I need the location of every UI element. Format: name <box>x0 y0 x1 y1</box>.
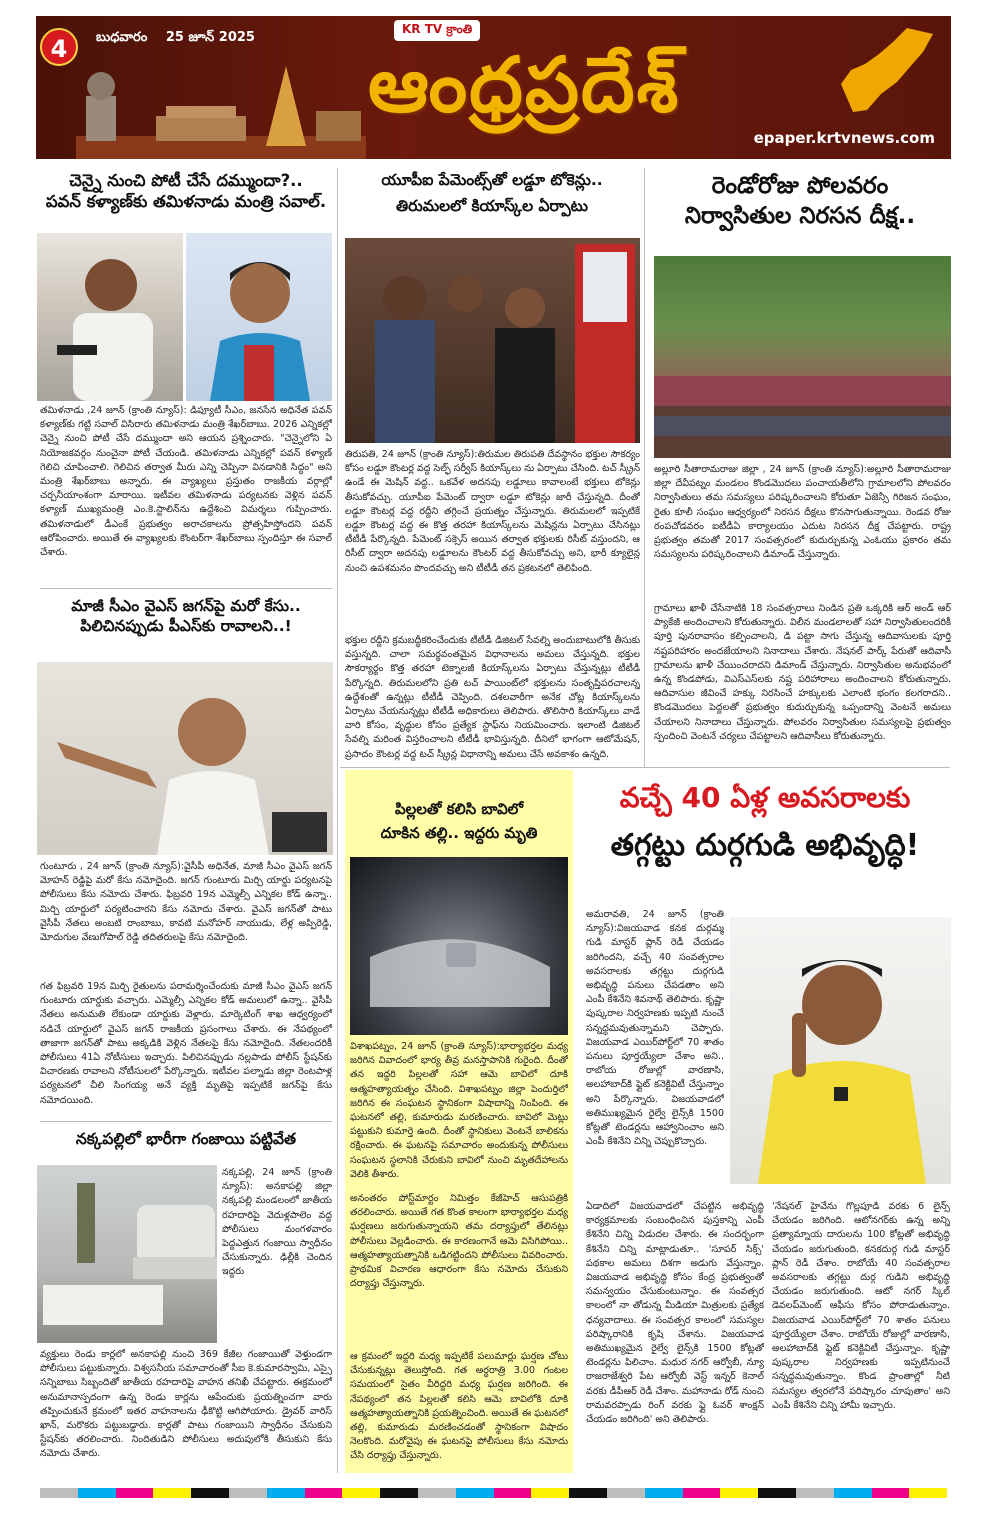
headline: చెన్నై నుంచి పోటీ చేసే దమ్ముందా?.. <box>69 171 303 190</box>
article-body: నక్కపల్లి, 24 జూన్ (క్రాంతి న్యూస్): అనకాపల్లి జిల్లా నక్కపల్లి మండలంలో జాతీయ రహదారిపై వెదుళ్లపాలెం వద్ద పోలీసులు మంగళవారం పెద్దఎత్తున గంజాయి స్వాధీనం చేసుకున్నారు. ఢిల్లీకి చెందిన ఇద్దరు <box>222 1167 332 1278</box>
headline: పవన్ కళ్యాణ్‌కు తమిళనాడు మంత్రి సవాల్. <box>45 192 327 212</box>
article-upi <box>343 170 641 216</box>
photo-jagan <box>37 662 333 855</box>
article-body: గుంటూరు , 24 జూన్ (క్రాంతి న్యూస్):వైసీపీ అధినేత, మాజీ సీఎం వైఎస్ జగన్ మోహన్ రెడ్డిపై మరో కేసు నమోదైంది. జగన్ గుంటూరు మిర్చి యార్డు పర్యటనపై పోలీసులు కేసు నమోదు చేశారు. ఫిబ్రవరి 19న ఎమ్మెల్సీ ఎన్నికల కోడ్ ఉన్నా.. మిర్చి యార్డులో పర్యటించారని కేసు నమోదు చేశారు. వైఎస్ జగన్‌తో పాటు వైసీపీ నేతలు అంబటి రాంబాబు, కావటి మనోహర్ నాయుడు, లేళ్ల అప్పిరెడ్డి, మోదుగుల వేణుగోపాల్ రెడ్డి తదితరులపై కేసు నమోదైంది. <box>40 861 332 944</box>
article-body: గత ఫిబ్రవరి 19న మిర్చి రైతులను పరామర్శించేందుకు మాజీ సీఎం వైఎస్ జగన్ గుంటూరు యార్డుకు వచ్చారు. ఎమ్మెల్సీ ఎన్నికల కోడ్ అమలులో ఉన్నా.. వైసీపీ నేతలు అనుమతి లేకుండా యార్డుకు వెళ్లారు. మార్కెటింగ్ శాఖ ఆధ్వర్యంలో నడిచే యార్డులో వైఎస్ జగన్ రాజకీయ ప్రసంగాలు చేశారు. ఈ నేపథ్యంలో తాజాగా జగన్‌తో పాటు అక్కడికి వెళ్లిన నేతలపై కేసు నమోదైంది. నేతలందరికీ పోలీసులు 41ఏ నోటీసులు ఇచ్చారు. పిలిచినప్పుడు నల్లపాడు పోలీస్ స్టేషన్‌కు విచారణకు రావాలని నోటీసులలో పేర్కొన్నారు. ఇటీవల పల్నాడు జిల్లా రెంటపాళ్ల పర్యటనలో చీలి సింగయ్య అనే వ్యక్తి మృతిపై ఇప్పటికే జగన్‌పై కేసు నమోదయింది. <box>40 981 332 1106</box>
article-body: అనంతరం పోస్ట్‌మార్టం నిమిత్తం కేజీహెచ్ ఆసుపత్రికి తరలించారు. అయితే గత కొంత కాలంగా భార్యాభర్తల మధ్య ఘర్షణలు జరుగుతున్నాయని తమ దర్యాప్తులో తేలినట్లు పోలీసులు వెల్లడించారు. ఈ కారణంగానే ఆమె విసిగిపోయి.. ఆత్మహత్యాయత్నానికి ఒడిగట్టిందని పోలీసులు వివరించారు. ప్రాథమిక విచారణ ఆధారంగా కేసు నమోదు చేసుకుని దర్యాప్తు చేస్తున్నారు. <box>350 1193 568 1290</box>
headline: వచ్చే 40 ఏళ్ల అవసరాలకు <box>619 781 911 814</box>
krtv-logo <box>394 20 480 41</box>
issue-date-value: 25 జూన్ 2025 <box>165 30 255 45</box>
photo-pawan <box>186 233 332 401</box>
monuments-illustration <box>76 56 366 159</box>
column-rule <box>644 168 645 768</box>
photo-kiosk <box>345 238 640 443</box>
headline: పిలిచినప్పుడు పీఎస్‌కు రావాలని..! <box>80 617 292 636</box>
photo-mp <box>730 917 951 1184</box>
article-body: ఆ క్రమంలో ఇద్దరి మధ్య ఇప్పటికే పలుమార్లు ఘర్షణ చోటు చేసుకున్నట్లు తెలుస్తోంది. గత అర్ధరాత్రి 3.00 గంటల సమయంలో సైతం వీరిద్దరి మధ్య ఘర్షణ జరిగింది. ఈ నేపథ్యంలో తన పిల్లలతో కలిసి ఆమె బావిలోకి దూకి ఆత్మహత్యాయత్నానికి ప్రయత్నించింది. అయితే ఈ ఘటనలో తల్లి, కుమారుడు మరణించడంతో స్థానికంగా విషాదం నెలకొంది. మరోవైపు ఈ ఘటనపై పోలీసులు కేసు నమోదు చేసి దర్యాప్తు చేస్తున్నారు. <box>350 1351 568 1462</box>
headline: మాజీ సీఎం వైఎస్ జగన్‌పై మరో కేసు.. <box>71 597 301 615</box>
article-body: భక్తుల రద్దీని క్రమబద్ధీకరించేందుకు టీటీడీ డిజిటల్ సేవల్ని అందుబాటులోకి తీసుకు వస్తున్నది. చాలా సమర్థవంతమైన విధానాలను అమలు చేస్తున్నది. భక్తుల సౌకర్యార్థం కొత్త తరహా టెక్నాలజీ కియాస్క్‌లను ఏర్పాటు చేస్తున్నట్లు టీటీడీ పేర్కొన్నది. తిరుమలలోని ప్రతి టచ్ పాయింట్‌లో భక్తులను సంతృప్తిపరచాలన్న ఉద్దేశంతో ఉన్నట్లు టీటీడీ చెప్పింది. దశలవారీగా అనేక చోట్ల కియాస్క్‌లను ఏర్పాటు చేయనున్నట్లు టీటీడీ అధికారులు తెలిపారు. తొలిసారి కియాస్క్‌లు వాడే వారి కోసం, వృద్ధుల కోసం ప్రత్యేక స్టాఫ్‌ను నియమించారు. ఇలాంటి డిజిటల్ సేవల్ని మరింత విస్తరించాలని టీటీడీ భావిస్తున్నది. దీనిలో భాగంగా ఆటోమేషన్, ప్రసాదం కౌంటర్ల వద్ద టచ్ స్క్రీన్ల విధానాన్ని అమలు చేసే అవకాశం ఉన్నది. <box>345 635 640 760</box>
headline: తిరుమలలో కియాస్క్‌ల ఏర్పాటు <box>396 197 588 216</box>
photo-seized-cars <box>37 1165 217 1343</box>
article-well <box>345 800 573 843</box>
article-ganja <box>40 1129 332 1149</box>
section-rule <box>340 767 950 768</box>
headline: రెండోరోజు పోలవరం <box>711 173 889 199</box>
headline: నక్కపల్లిలో భారీగా గంజాయి పట్టివేత <box>75 1130 297 1148</box>
article-body: వ్యక్తులు రెండు కార్లలో అనకాపల్లి నుంచి 369 కేజీల గంజాయితో వెళ్తుండగా పోలీసులు పట్టుకున్నారు. విశ్వసనీయ సమాచారంతో సీఐ కె.కుమారస్వామి, ఎస్సై సన్నిబాబు సిబ్బందితో జాతీయ రహదారిపై వాహన తనిఖీ చేపట్టారు. ఈక్రమంలో అనుమానాస్పదంగా ఉన్న రెండు కార్లను ఆపేందుకు ప్రయత్నించగా వారు తప్పించుకునే క్రమంలో ఇతర వాహనాలను ఢీకొట్టి ఆగిపోయారు. డ్రైవర్ వారిస్ ఖాన్, మరొకరు పట్టుబడ్డారు. కార్లతో పాటు గంజాయిని స్వాధీనం చేసుకుని స్టేషన్‌కు తరలించారు. నిందితుడిని పోలీసులు అదుపులోకి తీసుకుని కేసు నమోదు చేశారు. <box>40 1349 332 1460</box>
page-number: 4 <box>40 28 78 66</box>
article-body: విశాఖపట్నం, 24 జూన్ (క్రాంతి న్యూస్):భార్యాభర్తల మధ్య జరిగిన వివాదంలో భార్య తీవ్ర మనస్తాపానికి గురైంది. దీంతో తన ఇద్దరి పిల్లలతో సహా ఆమె బావిలో దూకి ఆత్మహత్యాయత్నం చేసింది. విశాఖపట్నం జిల్లా పెందుర్తిలో జరిగిన ఈ సంఘటన స్థానికంగా విషాదాన్ని నింపింది. ఈ ఘటనలో తల్లి, కుమారుడు మరణించారు. బావిలో మెట్లు పట్టుకుని కుమార్తె ఉంది. దీంతో స్థానికులు వెంటనే బాలికను రక్షించారు. ఈ ఘటనపై సమాచారం అందుకున్న పోలీసులు సంఘటన స్థలానికి చేరుకుని బావిలో నుంచి మృతదేహాలను వెలికి తీశారు. <box>350 1041 568 1180</box>
headline: తగ్గట్టు దుర్గగుడి అభివృద్ధి! <box>610 828 920 864</box>
epaper-url[interactable]: epaper.krtvnews.com <box>753 129 935 147</box>
section-rule <box>40 1121 332 1122</box>
issue-day: బుధవారం <box>96 30 148 45</box>
andhra-map-icon <box>837 24 937 116</box>
photo-protest <box>654 256 951 458</box>
article-durga <box>580 780 950 865</box>
logo-sub: KR TV <box>402 22 443 36</box>
headline: పిల్లలతో కలిసి బావిలో <box>394 800 524 818</box>
column-rule <box>337 168 338 1473</box>
photo-well <box>350 857 568 1035</box>
logo-text: క్రాంతి <box>446 22 473 36</box>
article-body: గ్రామాలు ఖాళీ చేసేనాటికి 18 సంవత్సరాలు నిండిన ప్రతి ఒక్కరికి ఆర్ అండ్ ఆర్ ప్యాకేజీ అందించాలని కోరుతున్నారు. విలీన మండలాలతో సహా నిర్వాసితులందరికీ పూర్తి పునరావాసం కల్పించాలని, డి పట్టా సాగు చేస్తున్న ఆదివాసులకు పూర్తి నష్టపరిహారం అందజేయాలని నినాదాలు చేశారు. నేషనల్ పార్క్ పేరుతో ఆదివాసీ గ్రామాలను ఖాళీ చేయించరాదని డిమాండ్ చేస్తున్నారు. నిర్వాసితుల అనుభవంలో ఉన్న కొండపోడు, విఎస్ఎస్‌లకు నష్ట పరిహారాలు అందించాలని కోరుతున్నారు. ఆదివాసుల జీవించే హక్కు నిరసించే హక్కులకు ఎలాంటి భంగం కలగరాదని.. కొండమొదలు పెద్దలతో ప్రభుత్వం కుదుర్చుకున్న ఒప్పందాన్ని వెంటనే అమలు చేయాలని నినాదాలు చేస్తున్నారు. పోలవరం నిర్వాసితుల సమస్యలపై ప్రభుత్వం స్పందించి వెంటనే చర్యలు చేపట్టాలని ఆదివాసీలు కోరుతున్నారు. <box>654 603 951 742</box>
headline: దూకిన తల్లి.. ఇద్దరు మృతి <box>380 823 538 842</box>
masthead <box>36 16 951 159</box>
article-body: అల్లూరి సీతారామరాజు జిల్లా , 24 జూన్ (క్రాంతి న్యూస్):అల్లూరి సీతారామరాజు జిల్లా దేవీపట్నం మండలం కొండమొదలు పంచాయతీలోని గ్రామాలలోని పోలవరం నిర్వాసితులు తమ సమస్యలు పరిష్కరించాలని కోరుతూ ఏజెన్సీ గిరిజన సంఘం, రైతు కూలీ సంఘం ఆధ్వర్యంలో నిరసన దీక్షలు కొనసాగుతున్నాయి. రెండవ రోజు రంపచోడవరం ఐటీడీఏ కార్యాలయం ఎదుట నిరసన దీక్ష చేపట్టారు. రాష్ట్ర ప్రభుత్వం తమతో 2017 సంవత్సరంలో కుదుర్చుకున్న ఎంఓయు ప్రకారం తమ సమస్యలను పరిష్కరించాలని డిమాండ్ చేస్తున్నారు. <box>654 464 951 561</box>
color-registration-bar <box>40 1488 947 1498</box>
article-pawan <box>40 170 332 213</box>
headline: నిర్వాసితుల నిరసన దీక్ష.. <box>684 202 916 229</box>
article-body: అమరావతి, 24 జూన్ (క్రాంతి న్యూస్):విజయవాడ కనక దుర్గమ్మ గుడి మాస్టర్ ప్లాన్ రెడీ చేయడం జరిగిందని, వచ్చే 40 సంవత్సరాల అవసరాలకు తగ్గట్టు దుర్గగుడి అభివృద్ధి పనులు చేపడతాం అని ఎంపీ కేశినేని శివనాథ్ తెలిపారు. కృష్ణా పుష్కరాల నిర్వహణకు ఇప్పటి నుంచే సన్నద్ధమవుతున్నామని చెప్పారు. విజయవాడ ఎయిర్‌పోర్ట్‌లో 70 శాతం పనులు పూర్తయ్యేలా చేశాం అని.. రాబోయ రోజుల్లో వారణాసి, అలహాబాద్‌కి ఫ్లైట్ కనెక్టివిటీ చేస్తున్నాం అని పేర్కొన్నారు. విజయవాడలో అతిముఖ్యమైన రైల్వే లైన్స్‌కి 1500 కోట్లతో టెండర్లను ఆహ్వానించాం అని ఎంపీ కేశినేని చిన్ని చెప్పుకొచ్చారు. <box>586 909 724 1148</box>
article-body: 'నేషనల్ హైవేను గొల్లపూడి వరకు 6 లైన్స్ చేయడం జరిగింది. ఆటోనగర్‌కు ఉన్న అన్ని ప్రత్యామ్నాయ దారులను 100 కోట్లతో అభివృద్ధి చేయడం జరుగుతుంది. కనకదుర్గ గుడి మాస్టర్ ప్లాన్ రెడీ చేశాం. రాబోయే 40 సంవత్సరాల అవసరాలకు తగ్గట్టు దుర్గ గుడిని అభివృద్ధి చేయడం జరుగుతుంది. ఆటో నగర్ స్కిల్ డెవలప్‌మెంట్ ఆఫీసు కోసం పోరాడుతున్నాం. విజయవాడ ఎయిర్‌పోర్ట్‌లో 70 శాతం పనులు పూర్తయ్యేలా చేశాం. రాబోయే రోజుల్లో వారణాసి, అలహాబాద్‌కి ఫ్లైట్ కనెక్టివిటీ చేస్తున్నాం. కృష్ణా పుష్కరాల నిర్వహణకు ఇప్పటినుంచే సన్నద్ధమవుతున్నాం. కొండ ప్రాంతాల్లో నీటి సమస్యల త్వరలోనే పరిష్కారం చూపుతాం' అని ఎంపీ కేశినేని చిన్ని హామీ ఇచ్చారు. <box>772 1201 950 1411</box>
issue-date <box>96 30 269 48</box>
page-title: ఆంధ్రప్రదేశ్ <box>368 40 681 129</box>
photo-minister <box>37 233 183 401</box>
article-polavaram <box>650 172 950 232</box>
article-jagan <box>40 596 332 636</box>
article-body: తమిళనాడు ,24 జూన్ (క్రాంతి న్యూస్): డిప్యూటీ సీఎం, జనసేన అధినేత పవన్ కళ్యాణ్‌కు గట్టి సవాల్ విసిరారు తమిళనాడు మంత్రి శేఖర్‌బాబు. 2026 ఎన్నికల్లో చెన్నై నుంచి పోటీ చేసే దమ్ముందా అని ఆయన ప్రశ్నించారు. "చెన్నైలోని ఏ నియోజకవర్గం నుంచైనా పోటీ చేయండి. తమిళనాడు ఎన్నికల్లో పవన్ కళ్యాణ్ గెలిచి చూపించాలి. గెలిచిన తర్వాత మీరు ఎన్ని చెప్పినా వినడానికి సిద్ధం" అని మంత్రి శేఖర్‌బాబు అన్నారు. ఈ వ్యాఖ్యలు ప్రస్తుతం రాజకీయ వర్గాల్లో చర్చనీయాంశంగా మారాయి. ఇటీవల తమిళనాడు పర్యటనకు వెళ్లిన పవన్ కళ్యాణ్ ముఖ్యమంత్రి ఎం.కె.స్టాలిన్‌ను ఉద్దేశించి విమర్శలు గుప్పించారు. తమిళనాడులో డీఎంకే ప్రభుత్వం అరాచకాలను ప్రోత్సహిస్తోందని పవన్ ఆరోపించారు. అయితే ఈ వ్యాఖ్యలకు కౌంటర్‌గా శేఖర్‌బాబు స్పందిస్తూ ఈ సవాల్ చేశారు. <box>40 405 332 559</box>
article-body: ఏడాదిలో విజయవాడలో చేపట్టిన అభివృద్ధి కార్యక్రమాలకు సంబంధించిన పుస్తకాన్ని ఎంపీ కేశినేని చిన్ని విడుదల చేశారు. ఈ సందర్భంగా కేశినేని చిన్ని మాట్లాడుతూ.. 'సూపర్ సిక్స్' పథకాల అమలు దిశగా అడుగు వేస్తున్నాం. విజయవాడ అభివృద్ధి కోసం కేంద్ర ప్రభుత్వంతో సమన్వయం చేసుకుంటున్నాం. ఈ సంవత్సర కాలంలో నా తోడున్న మీడియా మిత్రులకు ప్రత్యేక ధన్యవాదాలు. ఈ సంవత్సర కాలంలో సమస్యల పరిష్కారానికి కృషి చేశాను. విజయవాడ అతిముఖ్యమైన రైల్వే లైన్స్‌కి 1500 కోట్లతో టెండర్లను పిలిచాం. మధుర నగర్ ఆర్వోబీ, న్యూ రాజరాజేశ్వరి పేట ఆర్వోబీ వెస్ట్ ఇన్నర్ కెనాల్ వరకు డీపీఆర్ రెడీ చేశాం. మహానాడు రోడ్ నుంచి రామవరప్పాడు రింగ్ వరకు ఫ్లై ఓవర్ శాంక్షన్ చేయడం జరిగింది' అని తెలిపారు. <box>586 1201 764 1426</box>
article-body: తిరుపతి, 24 జూన్ (క్రాంతి న్యూస్):తిరుమల తిరుపతి దేవస్థానం భక్తుల సౌకర్యం కోసం లడ్డూ కౌంటర్ల వద్ద సెల్ఫ్ సర్వీస్ కియాస్క్‌లు ను ఏర్పాటు చేసింది. టచ్ స్క్రీన్ ఉండే ఈ మెషిన్ వద్ద.. ఒకవేళ అదనపు లడ్డూలు కావాలంటే భక్తులు టోకెన్లు తీసుకోవచ్చు. యూపీఐ పేమెంట్ ద్వారా లడ్డూ టోకెన్లు జారీ చేస్తున్నది. దీంతో లడ్డూ కౌంటర్ల వద్ద రద్దీని తగ్గించే ప్రయత్నం చేస్తున్నారు. తిరుమలలో ఇప్పటికే లడ్డూ కౌంటర్ల వద్ద ఈ కొత్త తరహా కియాస్క్‌లను మెషిన్లను ఏర్పాటు చేసినట్లు టీటీడీ పేర్కొన్నది. పేమెంట్ సక్సెస్ అయిన తర్వాత భక్తులకు రిసీట్ వస్తుందని, ఆ రిసీట్ ద్వారా అదనపు లడ్డూలను కౌంటర్ వద్ద తీసుకోవచ్చు అని, భారీ క్యూలైన్ల నుంచి ఉపశమనం పొందవచ్చు అని టీటీడీ తన ప్రకటనలో తెలిపింది. <box>345 449 640 574</box>
headline: యూపీఐ పేమెంట్స్‌తో లడ్డూ టోకెన్లు.. <box>381 171 603 189</box>
section-rule <box>40 588 332 589</box>
